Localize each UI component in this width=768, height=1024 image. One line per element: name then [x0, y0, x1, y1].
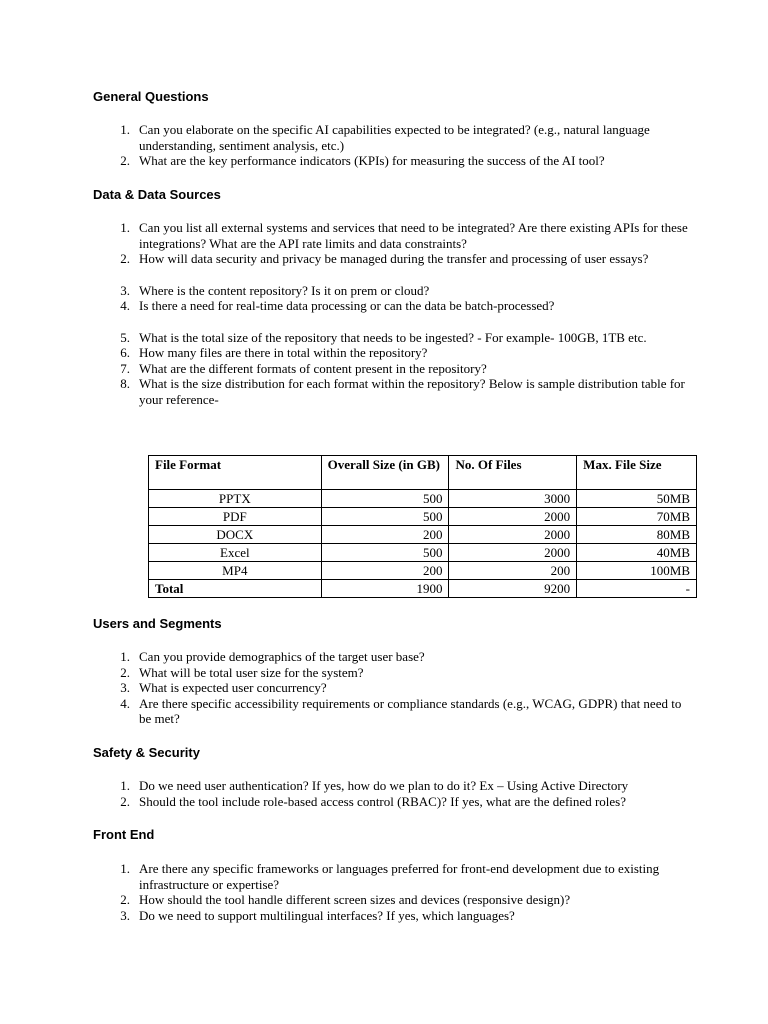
column-header: Max. File Size — [577, 456, 697, 490]
table-cell: Total — [149, 580, 322, 598]
list-item: 2. Should the tool include role-based access control (RBAC)? If yes, what are the defined roles? — [120, 793, 626, 809]
users-segments-list — [93, 649, 693, 727]
list-item: 1. Can you elaborate on the specific AI capabilities expected to be integrated? (e.g., natural language understanding, sentiment analysis, etc.) — [120, 122, 650, 153]
safety-security-list — [93, 778, 693, 809]
table-cell: DOCX — [149, 526, 322, 544]
table-cell: 2000 — [449, 526, 577, 544]
table-cell: 70MB — [577, 508, 697, 526]
list-item: 4. Is there a need for real-time data processing or can the data be batch-processed? — [120, 298, 555, 313]
list-item: 7. What are the different formats of content present in the repository? — [120, 360, 487, 376]
table-total-row — [149, 580, 697, 598]
table-cell: 2000 — [449, 508, 577, 526]
table-header-row — [149, 456, 697, 490]
list-item: 3. What is expected user concurrency? — [120, 680, 327, 695]
list-item: 6. How many files are there in total within the repository? — [120, 345, 428, 360]
table-row — [149, 562, 697, 580]
list-item: 3. Where is the content repository? Is it on prem or cloud? — [120, 282, 430, 298]
list-item: 2. What will be total user size for the system? — [120, 664, 364, 680]
table-cell: 3000 — [449, 490, 577, 508]
list-item: 1. Can you list all external systems and services that need to be integrated? Are there existing APIs for these integrations? What are the API rate limits and data constraints? — [120, 220, 688, 251]
section-heading-front-end: Front End — [93, 827, 155, 842]
table-cell: PDF — [149, 508, 322, 526]
size-distribution-table — [148, 455, 697, 598]
table-cell: 200 — [449, 562, 577, 580]
table-row — [149, 526, 697, 544]
table-cell: 1900 — [321, 580, 449, 598]
table-cell: 100MB — [577, 562, 697, 580]
list-item: 2. How should the tool handle different screen sizes and devices (responsive design)? — [120, 892, 571, 907]
list-item: 2. What are the key performance indicators (KPIs) for measuring the success of the AI tool? — [120, 153, 605, 168]
table-row — [149, 508, 697, 526]
table-cell: 40MB — [577, 544, 697, 562]
table-cell: 9200 — [449, 580, 577, 598]
section-heading-data-sources: Data & Data Sources — [93, 187, 221, 202]
list-item: 2. How will data security and privacy be managed during the transfer and processing of user essays? — [120, 251, 649, 266]
column-header: Overall Size (in GB) — [321, 456, 449, 490]
table-cell: 500 — [321, 508, 449, 526]
table-cell: - — [577, 580, 697, 598]
list-item: 1. Can you provide demographics of the target user base? — [120, 649, 425, 664]
section-heading-general-questions: General Questions — [93, 89, 209, 104]
table-cell: 500 — [321, 490, 449, 508]
list-item: 1. Are there any specific frameworks or languages preferred for front-end development due to existing infrastructure or expertise? — [120, 861, 660, 892]
column-header: No. Of Files — [449, 456, 577, 490]
table-row — [149, 544, 697, 562]
section-heading-safety-security: Safety & Security — [93, 745, 200, 760]
column-header: File Format — [149, 456, 322, 490]
table-cell: 500 — [321, 544, 449, 562]
table-cell: Excel — [149, 544, 322, 562]
table-cell: MP4 — [149, 562, 322, 580]
table-cell: 200 — [321, 526, 449, 544]
table-cell: 80MB — [577, 526, 697, 544]
list-item: 1. Do we need user authentication? If yes, how do we plan to do it? Ex – Using Active Directory — [120, 778, 629, 793]
table-row — [149, 490, 697, 508]
list-item: 5. What is the total size of the repository that needs to be ingested? - For example- 100GB, 1TB etc. — [120, 329, 647, 345]
table-cell: 200 — [321, 562, 449, 580]
table-cell: 2000 — [449, 544, 577, 562]
table-cell: 50MB — [577, 490, 697, 508]
section-heading-users-segments: Users and Segments — [93, 616, 222, 631]
front-end-list — [93, 861, 693, 923]
list-item: 8. What is the size distribution for each format within the repository? Below is sample distribution table for your reference- — [120, 376, 685, 407]
list-item: 4. Are there specific accessibility requirements or compliance standards (e.g., WCAG, GDPR) that need to be met? — [120, 695, 682, 726]
general-questions-list — [93, 122, 693, 169]
table-cell: PPTX — [149, 490, 322, 508]
data-sources-list — [93, 220, 693, 407]
list-item: 3. Do we need to support multilingual interfaces? If yes, which languages? — [120, 907, 515, 923]
